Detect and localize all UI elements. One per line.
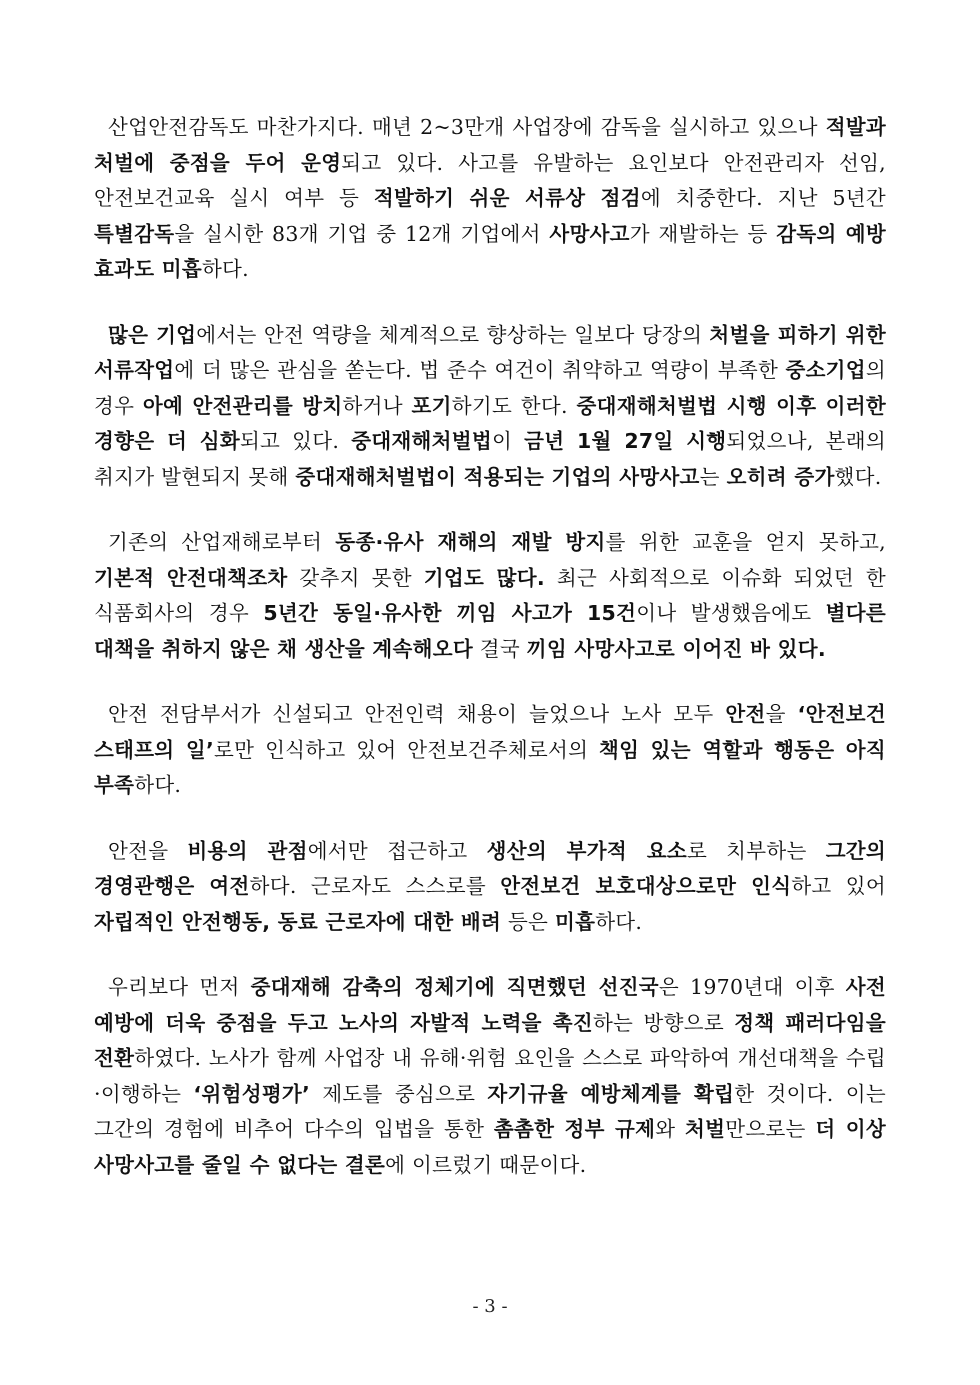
emphasized-text: 적발과 처벌에 중점을 두어 운영 [94,115,886,175]
body-text: 와 [655,1117,686,1141]
paragraph-4 [94,697,886,804]
body-text: 최근 사회적으로 이슈화 되었던 한 식품회사의 경우 [94,565,886,625]
body-text: 에서만 접근하고 [307,838,487,863]
body-text: 에 치중한다. 지난 5년간 [640,186,886,210]
body-text: 되었으나, 본래의 취지가 발현되지 못해 [94,429,886,489]
body-text: 등은 [501,909,555,934]
body-text: 로만 인식하고 있어 안전보건주체로서의 [214,737,600,762]
emphasized-text: 중소기업 [785,358,866,382]
body-text: 에 더 많은 관심을 쏟는다. 법 준수 여건이 취약하고 역량이 부족한 [174,358,786,382]
body-text: 우리보다 먼저 [108,975,251,999]
body-text: 하고 있어 [791,874,886,898]
body-text: 되고 있다. [239,429,352,453]
emphasized-text: 특별감독 [94,221,175,246]
emphasized-text: 촘촘한 정부 규제 [493,1117,656,1141]
page-number: - 3 - [472,1296,508,1317]
emphasized-text: 끼임 사망사고로 이어진 바 있다. [526,636,826,661]
body-text: 를 위한 교훈을 얻지 못하고, [605,530,887,554]
body-text: 하기도 한다. [451,393,577,418]
emphasized-text: 안전 [725,702,766,726]
emphasized-text: 생산의 부가적 요소 [486,838,687,863]
emphasized-text: 사망사고 [549,221,630,246]
body-text: 제도를 중심으로 [310,1081,488,1106]
body-text: 에서는 안전 역량을 체계적으로 향상하는 일보다 당장의 [196,322,710,347]
body-text: 결국 [472,636,527,661]
body-text: 안전 전담부서가 신설되고 안전인력 채용이 늘었으나 노사 모두 [108,702,726,726]
body-text: 기존의 산업재해로부터 [108,530,336,554]
emphasized-text: 처벌 [685,1117,726,1141]
emphasized-text: 미흡 [554,909,596,934]
emphasized-text: 중대재해 감축의 정체기에 직면했던 선진국 [250,975,659,999]
emphasized-text: 감독의 예방 효과도 미흡 [94,221,886,281]
body-text: 을 [765,702,798,726]
body-text: 한 것이다. 이는 그간의 경험에 비추어 다수의 입법을 통한 [94,1081,887,1141]
emphasized-text: 기본적 안전대책조차 [94,565,288,590]
emphasized-text: 기업도 많다. [423,565,545,590]
paragraph-5 [94,834,886,941]
paragraph-2 [94,318,886,496]
emphasized-text: 금년 1월 27일 시행 [524,429,727,453]
body-text: 이나 발생했음에도 [636,601,826,625]
body-text: 하거나 [342,393,412,418]
body-text: 로 치부하는 [686,838,826,863]
emphasized-text: 정책 패러다임을 전환 [94,1010,886,1070]
paragraph-3 [94,525,886,667]
body-text: 하다. [595,909,643,934]
emphasized-text: 자기규율 예방체계를 확립 [487,1081,735,1106]
emphasized-text: 그간의 경영관행은 여전 [94,838,886,898]
emphasized-text: 많은 기업 [108,322,197,347]
emphasized-text: 책임 있는 역할과 행동은 아직 부족 [94,737,887,797]
body-text: 하는 방향으로 [592,1010,735,1035]
body-text: 되고 있다. 사고를 유발하는 요인보다 안전관리자 선임, 안전보건교육 실시 여부 등 [94,150,886,210]
emphasized-text: 5년간 동일·유사한 끼임 사고가 15건 [263,601,637,625]
emphasized-text: 중대재해처벌법이 적용되는 기업의 사망사고 [295,464,700,489]
emphasized-text: ‘안전보건 스태프의 일’ [94,702,886,762]
body-text: 했다. [834,464,882,489]
emphasized-text: ‘위험성평가’ [193,1081,311,1106]
emphasized-text: 안전보건 보호대상으로만 인식 [500,874,792,898]
emphasized-text: 자립적인 안전행동, 동료 근로자에 대한 배려 [94,909,502,934]
emphasized-text: 동종·유사 재해의 재발 방지 [335,530,606,554]
body-text: 에 이르렀기 때문이다. [385,1152,587,1177]
emphasized-text: 중대재해처벌법 시행 이후 이러한 경향은 더 심화 [94,393,886,453]
body-text: 가 재발하는 등 [629,221,777,246]
body-text: 하다. [201,257,249,281]
body-text: 을 실시한 83개 기업 중 12개 기업에서 [174,221,550,246]
emphasized-text: 비용의 관점 [187,838,308,863]
document-body [94,110,886,1213]
body-text: 산업안전감독도 마찬가지다. 매년 2~3만개 사업장에 감독을 실시하고 있으나 [108,115,826,139]
emphasized-text: 중대재해처벌법 [351,429,492,453]
emphasized-text: 아예 안전관리를 방치 [142,393,343,418]
body-text: 안전을 [108,838,188,863]
body-text: 갖추지 못한 [287,565,424,590]
body-text: 이 [491,429,525,453]
emphasized-text: 사전 예방에 더욱 중점을 두고 노사의 자발적 노력을 촉진 [94,975,886,1035]
body-text: 만으로는 [725,1117,816,1141]
paragraph-6 [94,970,886,1183]
body-text: 의 경우 [94,358,886,418]
emphasized-text: 적발하기 쉬운 서류상 점검 [373,186,641,210]
body-text: 하다. 근로자도 스스로를 [249,874,501,898]
emphasized-text: 포기 [411,393,452,418]
emphasized-text: 오히려 증가 [726,464,835,489]
emphasized-text: 별다른 대책을 취하지 않은 채 생산을 계속해오다 [94,601,886,661]
body-text: 는 [699,464,727,489]
body-text: 하다. [134,773,182,797]
body-text: 은 1970년대 이후 [658,975,846,999]
emphasized-text: 처벌을 피하기 위한 서류작업 [94,322,886,382]
paragraph-1 [94,110,886,288]
body-text: 하였다. 노사가 함께 사업장 내 유해·위험 요인을 스스로 파악하여 개선대책을 수립·이행하는 [94,1046,886,1106]
emphasized-text: 더 이상 사망사고를 줄일 수 없다는 결론 [94,1117,886,1177]
